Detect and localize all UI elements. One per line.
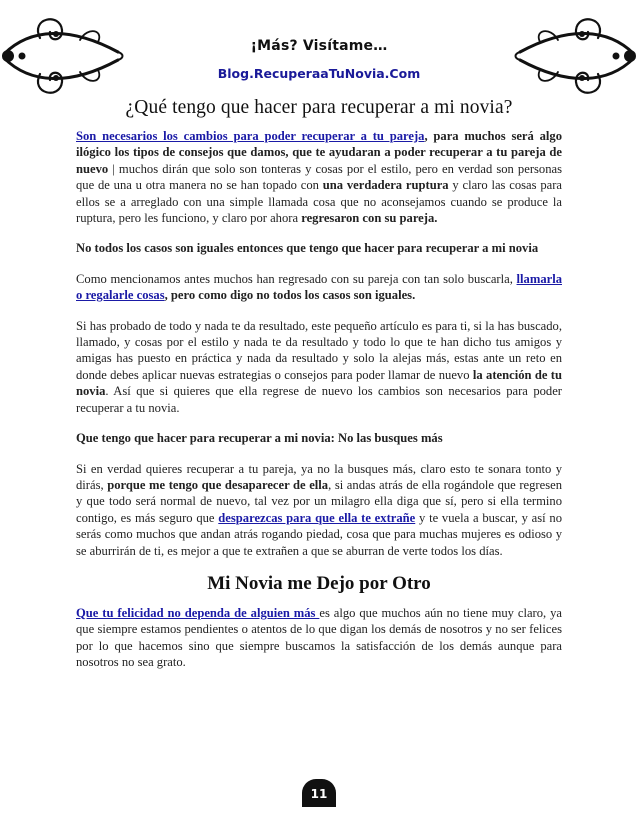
- body-text: Como mencionamos antes muchos han regresado con su pareja con tan solo buscarla,: [76, 271, 517, 286]
- bold-text: , pero como digo no todos los casos son iguales.: [164, 288, 416, 303]
- bold-text: porque me tengo que desaparecer de ella: [107, 477, 329, 492]
- paragraph-changes: [76, 128, 562, 226]
- body-text: y claro las cosas para ellos se a arreglado con una simple llamada cosa que no aconsejamos cuando se produce la ruptura, pero les funciono, y claro por ahora: [76, 178, 563, 226]
- body-text: | muchos dirán que solo son tonteras y cosas por el estilo, pero en verdad son personas que de una u otra manera no se han topado con: [76, 161, 562, 193]
- paragraph-tried-everything: [76, 318, 562, 416]
- link-call-gifts[interactable]: llamarla o regalarle cosas: [76, 271, 562, 303]
- paragraph-mentioned: [76, 271, 562, 304]
- section-subtitle: Mi Novia me Dejo por Otro: [207, 572, 431, 594]
- page-title: ¿Qué tengo que hacer para recuperar a mi novia?: [125, 97, 513, 118]
- section-heading-cases: No todos los casos son iguales entonces que tengo que hacer para recuperar a mi novia: [76, 241, 539, 256]
- page-content: [76, 97, 562, 685]
- bold-text: regresaron con su pareja.: [301, 211, 438, 226]
- paragraph-happiness: [76, 605, 562, 671]
- body-text: Si has probado de todo y nada te da resultado, este pequeño artículo es para ti, si la has buscado, llamado, y cosas por el estilo y nada te da resultado y todo lo que te han dicho tus amigos y amigas has puesto en práctica y nada da resultado y solo la alejas más, estas ante un reto en donde debes aplicar nuevas estrategias o consejos para poder llamar de nuevo: [76, 318, 562, 382]
- body-text: , si andas atrás de ella rogándole que regresen y que todo será normal de nuevo, tal vez por un milagro ella diga que sí, pero si ella termino contigo, es más seguro que: [76, 477, 562, 525]
- blog-url-link[interactable]: Blog.RecuperaaTuNovia.Com: [217, 66, 421, 81]
- visit-me-text: ¡Más? Visítame…: [250, 38, 388, 54]
- body-text: es algo que muchos aún no tiene muy claro, ya que siempre estamos pendientes o atentos de lo que digan los demás de nosotros y no ser felices por lo que hacemos sino que siempre buscamos la satisfacción de los demás aunque para nosotros no sea grato.: [76, 605, 563, 670]
- link-changes-needed[interactable]: Son necesarios los cambios para poder recuperar a tu pareja: [76, 129, 425, 143]
- link-disappear[interactable]: desparezcas para que ella te extrañe: [218, 510, 416, 525]
- paragraph-stop-searching: [76, 461, 562, 559]
- body-text: . Así que si quieres que ella regrese de nuevo los cambios son necesarios para poder recuperar a tu novia.: [76, 384, 562, 415]
- page-number-badge: 11: [302, 779, 336, 807]
- bold-text: una verdadera ruptura: [322, 178, 449, 193]
- link-happiness[interactable]: Que tu felicidad no dependa de alguien más: [76, 605, 320, 620]
- body-text: Si en verdad quieres recuperar a tu pareja, ya no la busques más, claro esto te sonara tonto y dirás,: [76, 461, 562, 492]
- header-banner: [0, 38, 638, 81]
- section-heading-no-search: Que tengo que hacer para recuperar a mi novia: No las busques más: [76, 431, 443, 446]
- body-text: y te vuela a buscar, y así no serás como muchos que andan atrás rogando piedad, cosa que para muchas mujeres es odioso y se aburrirán de ti, es mejor a que te extrañen a que se aburran de verte todos los días.: [76, 510, 563, 558]
- bold-text: la atención de tu novia: [76, 367, 563, 399]
- bold-text: , para muchos será algo ilógico los tipos de consejos que damos, que te ayudaran a poder recuperar a tu pareja de nuevo: [76, 129, 562, 176]
